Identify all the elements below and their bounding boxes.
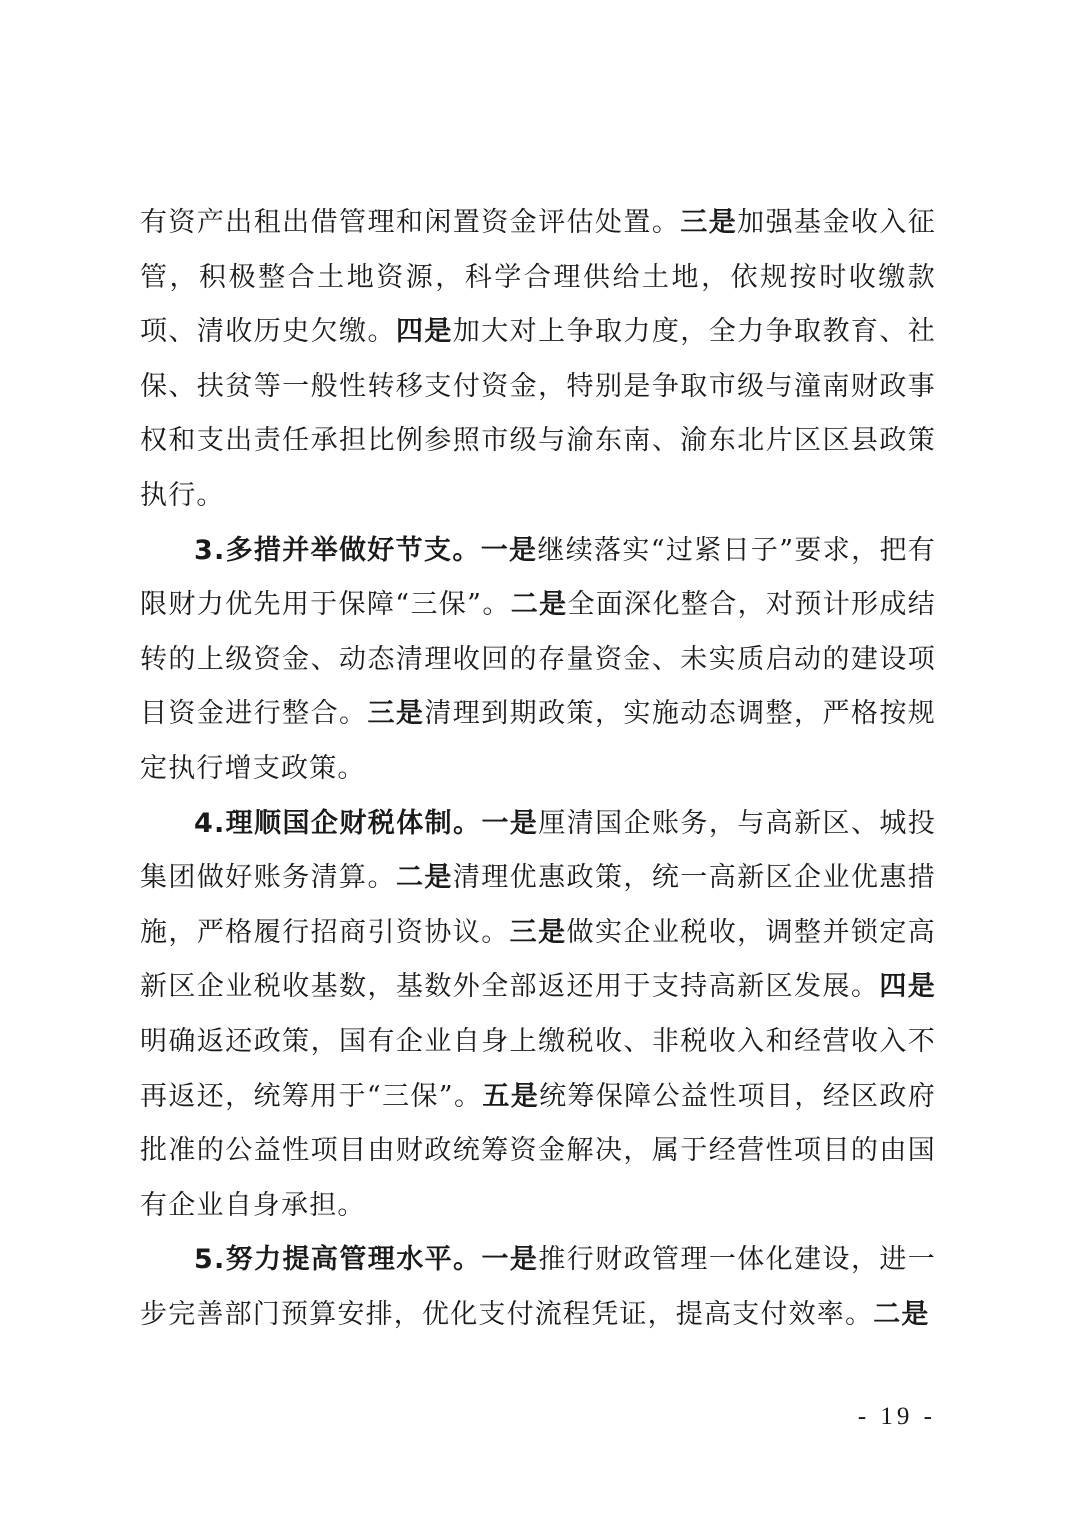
paragraph <box>140 524 936 797</box>
text-segment: 继续落实“过紧日子”要求，把有限财力优先用于保障“三保”。 <box>140 534 936 621</box>
text-segment: 做实企业税收，调整并锁定高新区企业税收基数，基数外全部返还用于支持高新区发展。 <box>140 916 936 1003</box>
paragraph <box>140 797 936 1234</box>
paragraph <box>140 196 936 524</box>
bold-keyword: 二是 <box>873 1298 930 1330</box>
text-segment: 加强基金收入征管，积极整合土地资源，科学合理供给土地，依规按时收缴款项、清收历史欠缴。 <box>140 207 936 348</box>
text-segment: 推行财政管理一体化建设，进一步完善部门预算安排，优化支付流程凭证，提高支付效率。 <box>140 1244 936 1330</box>
body-text <box>140 196 936 1342</box>
text-segment: 统筹保障公益性项目，经区政府批准的公益性项目由财政统筹资金解决，属于经营性项目的由国有企业自身承担。 <box>140 1080 936 1221</box>
bold-keyword: 四是 <box>879 971 936 1003</box>
section-heading: 5.努力提高管理水平。 <box>194 1244 482 1276</box>
text-segment: 全面深化整合，对预计形成结转的上级资金、动态清理收回的存量资金、未实质启动的建设项目资金进行整合。 <box>140 589 936 730</box>
bold-keyword: 三是 <box>509 916 567 948</box>
bold-keyword: 五是 <box>482 1080 540 1112</box>
text-segment: 明确返还政策，国有企业自身上缴税收、非税收入和经营收入不再返还，统筹用于“三保”。 <box>140 1025 936 1112</box>
bold-keyword: 三是 <box>680 207 738 238</box>
text-segment: 加大对上争取力度，全力争取教育、社保、扶贫等一般性转移支付资金，特别是争取市级与潼南财政事权和支出责任承担比例参照市级与渝东南、渝东北片区区县政策执行。 <box>140 316 936 511</box>
text-segment: 厘清国企账务，与高新区、城投集团做好账务清算。 <box>140 807 936 894</box>
bold-keyword: 三是 <box>367 698 425 730</box>
page-number: - 19 - <box>857 1403 936 1430</box>
bold-keyword: 四是 <box>395 316 453 348</box>
text-segment: 清理优惠政策，统一高新区企业优惠措施，严格履行招商引资协议。 <box>140 862 936 948</box>
bold-keyword: 一是 <box>481 807 539 839</box>
bold-keyword: 二是 <box>395 862 453 894</box>
text-segment: 有资产出租出借管理和闲置资金评估处置。 <box>140 207 681 238</box>
paragraph <box>140 1233 936 1342</box>
section-heading: 4.理顺国企财税体制。 <box>194 807 482 839</box>
text-segment: 清理到期政策，实施动态调整，严格按规定执行增支政策。 <box>140 698 936 784</box>
bold-keyword: 二是 <box>510 589 568 621</box>
bold-keyword: 一是 <box>480 534 538 566</box>
bold-keyword: 一是 <box>481 1244 539 1276</box>
section-heading: 3.多措并举做好节支。 <box>194 534 481 566</box>
